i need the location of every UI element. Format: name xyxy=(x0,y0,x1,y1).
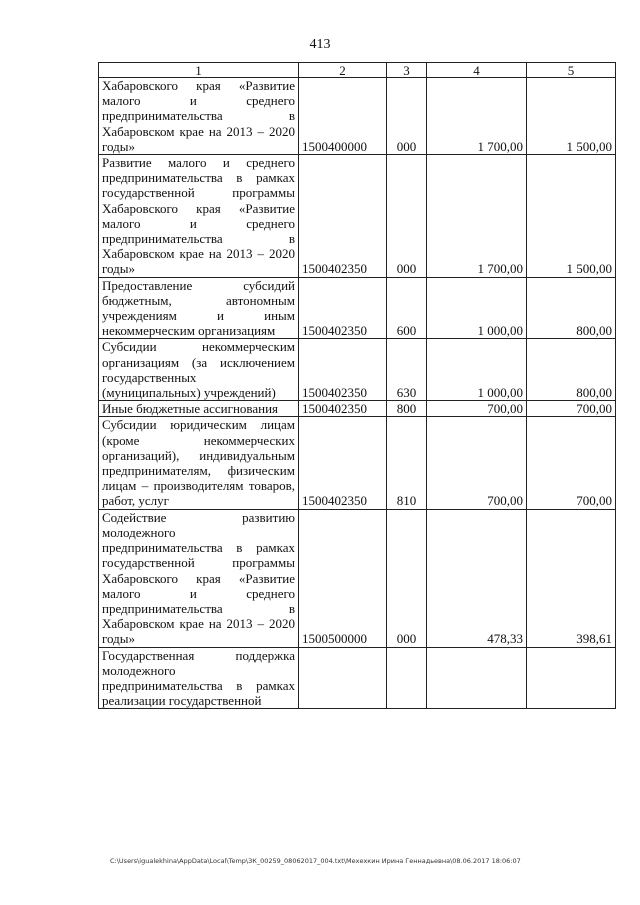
table-row xyxy=(99,509,616,647)
amount-col5: 800,00 xyxy=(527,277,616,339)
amount-col4: 700,00 xyxy=(427,401,527,417)
table-row xyxy=(99,155,616,278)
expense-type: 000 xyxy=(387,78,427,155)
column-header: 3 xyxy=(387,63,427,78)
table-row xyxy=(99,401,616,417)
amount-col4: 1 000,00 xyxy=(427,277,527,339)
table-header-row xyxy=(99,63,616,78)
row-name: Субсидии юридическим лицам (кроме некоммерческих организаций), индивидуальным предпринимателям, физическим лицам – производителям товаров, работ, услуг xyxy=(99,417,299,509)
amount-col4: 700,00 xyxy=(427,417,527,509)
row-name: Хабаровского края «Развитие малого и среднего предпринимательства в Хабаровском крае на 2013 – 2020 годы» xyxy=(99,78,299,155)
target-code: 1500402350 xyxy=(299,277,387,339)
row-name: Предоставление субсидий бюджетным, автономным учреждениям и иным некоммерческим организациям xyxy=(99,277,299,339)
table-row xyxy=(99,339,616,401)
column-header: 1 xyxy=(99,63,299,78)
amount-col5: 1 500,00 xyxy=(527,155,616,278)
budget-table xyxy=(98,62,616,709)
amount-col5: 800,00 xyxy=(527,339,616,401)
target-code: 1500402350 xyxy=(299,155,387,278)
row-name: Субсидии некоммерческим организациям (за исключением государственных (муниципальных) учреждений) xyxy=(99,339,299,401)
amount-col5: 700,00 xyxy=(527,417,616,509)
target-code: 1500402350 xyxy=(299,401,387,417)
column-header: 5 xyxy=(527,63,616,78)
row-name: Содействие развитию молодежного предпринимательства в рамках государственной программы Хабаровского края «Развитие малого и среднего предпринимательства в Хабаровском крае на 2013 – 2020 годы» xyxy=(99,509,299,647)
amount-col5: 700,00 xyxy=(527,401,616,417)
row-name: Иные бюджетные ассигнования xyxy=(99,401,299,417)
table-row xyxy=(99,78,616,155)
target-code xyxy=(299,647,387,709)
expense-type xyxy=(387,647,427,709)
page-number: 413 xyxy=(309,37,331,52)
expense-type: 600 xyxy=(387,277,427,339)
amount-col5: 398,61 xyxy=(527,509,616,647)
amount-col5: 1 500,00 xyxy=(527,78,616,155)
table-row xyxy=(99,647,616,709)
footer-file-path: C:\Users\igualekhina\AppData\Local\Temp\ЗК_00259_08062017_004.txt\Мехехкин Ирина Геннадьевна\08.06.2017 18:06:07 xyxy=(110,857,521,865)
amount-col4: 478,33 xyxy=(427,509,527,647)
table-row xyxy=(99,417,616,509)
column-header: 2 xyxy=(299,63,387,78)
amount-col4: 1 700,00 xyxy=(427,155,527,278)
expense-type: 000 xyxy=(387,509,427,647)
table-row xyxy=(99,277,616,339)
row-name: Развитие малого и среднего предпринимательства в рамках государственной программы Хабаровского края «Развитие малого и среднего предпринимательства в Хабаровском крае на 2013 – 2020 годы» xyxy=(99,155,299,278)
amount-col4 xyxy=(427,647,527,709)
amount-col4: 1 000,00 xyxy=(427,339,527,401)
target-code: 1500400000 xyxy=(299,78,387,155)
expense-type: 810 xyxy=(387,417,427,509)
amount-col4: 1 700,00 xyxy=(427,78,527,155)
row-name: Государственная поддержка молодежного предпринимательства в рамках реализации государственной xyxy=(99,647,299,709)
amount-col5 xyxy=(527,647,616,709)
expense-type: 000 xyxy=(387,155,427,278)
expense-type: 630 xyxy=(387,339,427,401)
target-code: 1500402350 xyxy=(299,339,387,401)
expense-type: 800 xyxy=(387,401,427,417)
column-header: 4 xyxy=(427,63,527,78)
target-code: 1500402350 xyxy=(299,417,387,509)
target-code: 1500500000 xyxy=(299,509,387,647)
